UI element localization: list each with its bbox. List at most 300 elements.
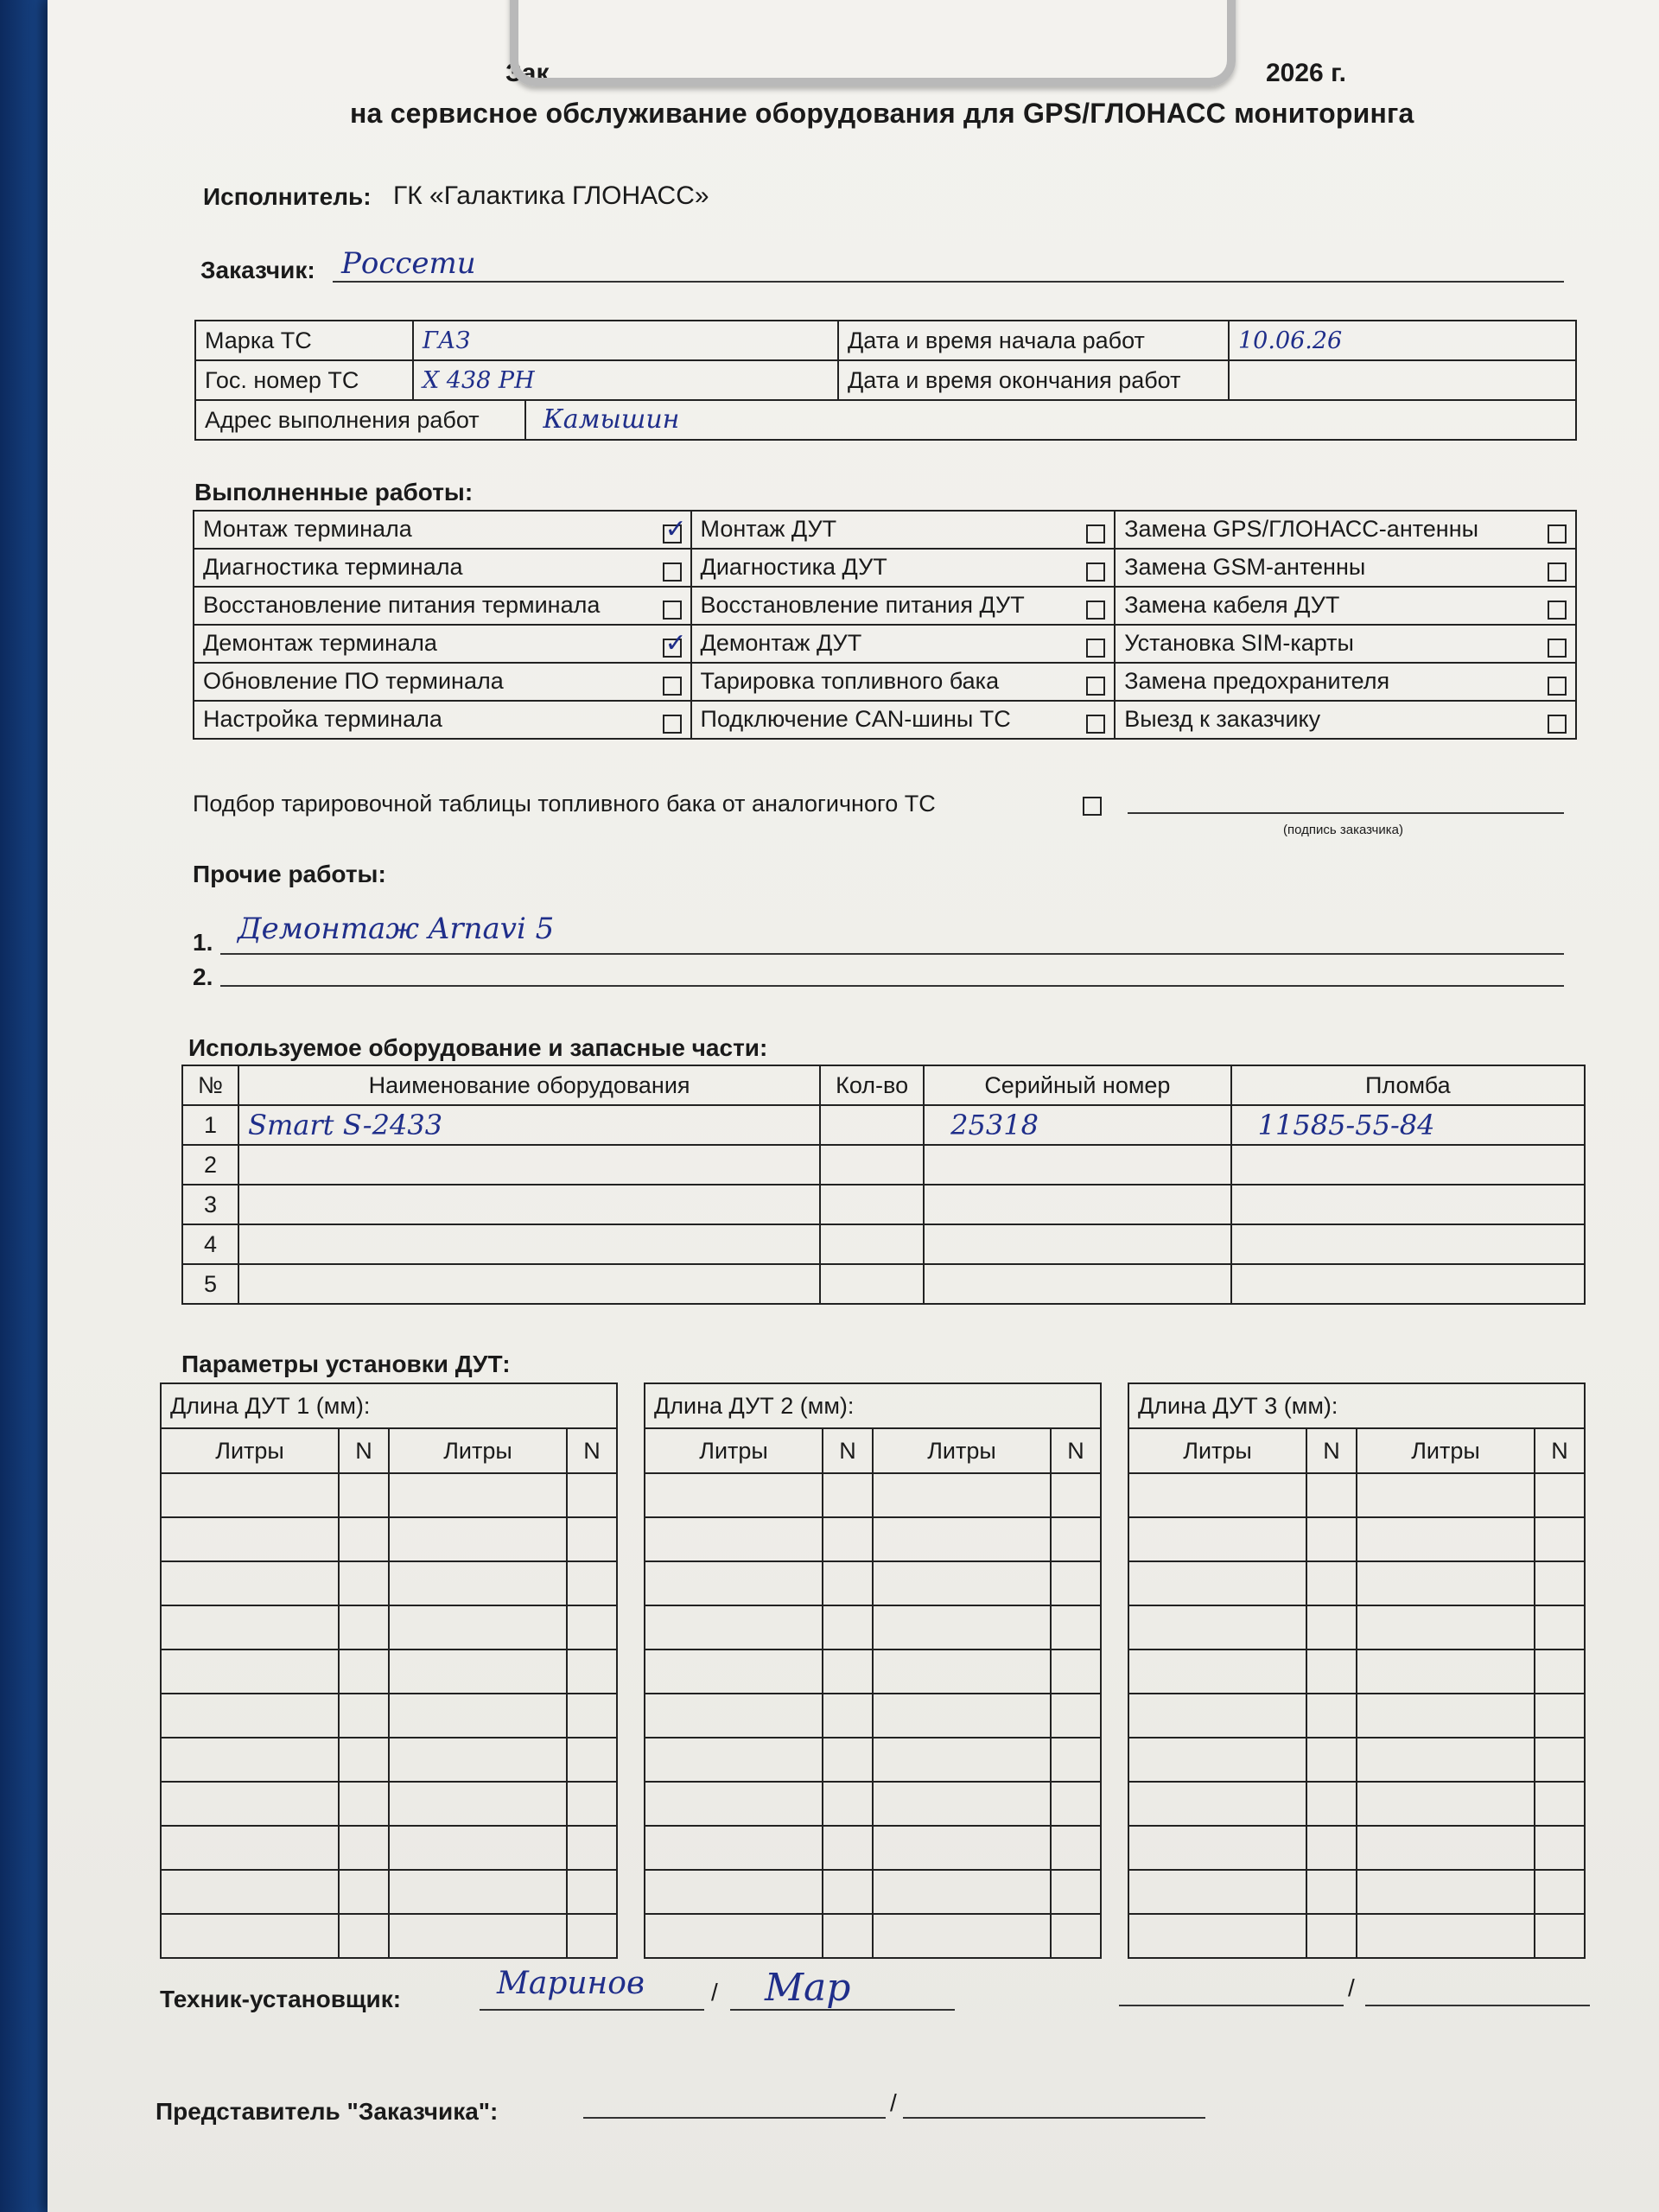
dut-cell[interactable]	[1306, 1561, 1357, 1605]
dut-cell[interactable]	[1357, 1826, 1535, 1870]
work-item-checkbox[interactable]	[1086, 639, 1105, 658]
dut-cell[interactable]	[339, 1738, 389, 1782]
dut-header-row	[161, 1428, 617, 1473]
work-item-label: Диагностика ДУТ	[700, 554, 887, 580]
dut-cell[interactable]	[567, 1473, 617, 1517]
dut-cell[interactable]	[823, 1649, 873, 1694]
equipment-cell[interactable]: Smart S-2433	[238, 1105, 820, 1145]
works-table	[193, 510, 1577, 740]
dut-length-label[interactable]: Длина ДУТ 2 (мм):	[645, 1383, 1101, 1428]
dut-cell[interactable]	[1051, 1826, 1101, 1870]
dut-cell[interactable]	[645, 1782, 823, 1826]
work-item-label: Демонтаж ДУТ	[700, 630, 862, 656]
equipment-header-cell: Наименование оборудования	[238, 1065, 820, 1105]
vehicle-table	[194, 320, 1577, 441]
equipment-cell[interactable]	[820, 1224, 924, 1264]
work-item-checkbox[interactable]	[663, 601, 682, 620]
equipment-cell[interactable]	[1231, 1145, 1585, 1185]
dut-cell[interactable]	[645, 1649, 823, 1694]
dut-cell[interactable]	[567, 1605, 617, 1649]
dut-row	[161, 1473, 617, 1517]
dut-cell[interactable]	[1128, 1782, 1306, 1826]
dut-cell[interactable]	[1357, 1782, 1535, 1826]
dut-cell[interactable]	[873, 1826, 1051, 1870]
dut-cell[interactable]	[1128, 1826, 1306, 1870]
dut-cell[interactable]	[389, 1914, 567, 1958]
equipment-cell[interactable]	[1231, 1224, 1585, 1264]
start-label: Дата и время начала работ	[838, 321, 1229, 360]
tech-label: Техник-установщик:	[160, 1986, 402, 2012]
dut-cell[interactable]	[645, 1826, 823, 1870]
dut-cell[interactable]	[1535, 1694, 1585, 1738]
dut-length-label[interactable]: Длина ДУТ 1 (мм):	[161, 1383, 617, 1428]
work-item-checkbox[interactable]	[1086, 677, 1105, 696]
dut-cell[interactable]	[389, 1826, 567, 1870]
dut-row	[161, 1694, 617, 1738]
dut-cell[interactable]	[161, 1870, 339, 1914]
dut-cell[interactable]	[645, 1473, 823, 1517]
dut-cell[interactable]	[161, 1561, 339, 1605]
dut-cell[interactable]	[339, 1473, 389, 1517]
doc-title-year: 2026 г.	[1266, 59, 1346, 87]
dut-cell[interactable]	[645, 1870, 823, 1914]
dut-row	[645, 1738, 1101, 1782]
dut-cell[interactable]	[873, 1782, 1051, 1826]
doc-title-left: Зак	[505, 59, 550, 87]
dut-row	[1128, 1914, 1585, 1958]
dut-row	[645, 1649, 1101, 1694]
address-value[interactable]: Камышин	[543, 404, 680, 435]
dut-cell[interactable]	[645, 1738, 823, 1782]
dut-cell[interactable]	[1306, 1473, 1357, 1517]
dut-row	[1128, 1605, 1585, 1649]
dut-cell[interactable]	[1306, 1694, 1357, 1738]
equipment-cell[interactable]	[1231, 1185, 1585, 1224]
plate-label: Гос. номер ТС	[195, 360, 413, 400]
dut-cell[interactable]	[873, 1914, 1051, 1958]
dut-header-cell: N	[567, 1428, 617, 1473]
dut-row	[1128, 1826, 1585, 1870]
dut-cell[interactable]	[161, 1605, 339, 1649]
dut-cell[interactable]	[823, 1782, 873, 1826]
dut-cell[interactable]	[1306, 1649, 1357, 1694]
dut-cell[interactable]	[161, 1694, 339, 1738]
dut-cell[interactable]	[1128, 1517, 1306, 1561]
dut-cell[interactable]	[1306, 1826, 1357, 1870]
dut-cell[interactable]	[389, 1738, 567, 1782]
dut-cell[interactable]	[823, 1914, 873, 1958]
dut-cell[interactable]	[1535, 1605, 1585, 1649]
dut-cell[interactable]	[1535, 1914, 1585, 1958]
tech-name: Маринов	[497, 1966, 645, 2001]
dut-cell[interactable]	[389, 1561, 567, 1605]
work-item-checkbox[interactable]	[1548, 563, 1567, 582]
other-work-value-1: Демонтаж Arnavi 5	[238, 912, 555, 946]
work-item-label: Установка SIM-карты	[1124, 630, 1354, 656]
dut-cell[interactable]	[339, 1870, 389, 1914]
plate-value[interactable]: Х 438 РН	[413, 360, 838, 400]
equipment-cell[interactable]	[238, 1185, 820, 1224]
dut-cell[interactable]	[1535, 1738, 1585, 1782]
dut-cell[interactable]	[567, 1914, 617, 1958]
work-item	[194, 587, 691, 625]
other-work-line-2[interactable]	[220, 950, 1564, 987]
dut-cell[interactable]	[1051, 1561, 1101, 1605]
dut-header-cell: N	[1535, 1428, 1585, 1473]
dut-cell[interactable]	[1535, 1870, 1585, 1914]
dut-cell[interactable]	[1306, 1517, 1357, 1561]
equipment-cell[interactable]: 25318	[924, 1105, 1230, 1145]
dut-row	[1128, 1561, 1585, 1605]
dut-cell[interactable]	[389, 1473, 567, 1517]
dut-cell[interactable]	[1357, 1605, 1535, 1649]
dut-row	[645, 1826, 1101, 1870]
equipment-cell[interactable]	[238, 1264, 820, 1304]
work-item	[194, 549, 691, 587]
work-item	[691, 625, 1116, 663]
work-item	[194, 511, 691, 549]
dut-cell[interactable]	[161, 1738, 339, 1782]
calibration-label: Подбор тарировочной таблицы топливного бака от аналогичного ТС	[193, 791, 936, 817]
equipment-row	[182, 1185, 1585, 1224]
dut-cell[interactable]	[645, 1694, 823, 1738]
work-item-checkbox[interactable]	[1548, 524, 1567, 543]
dut-cell[interactable]	[339, 1517, 389, 1561]
equipment-cell[interactable]	[924, 1145, 1230, 1185]
dut-row	[1128, 1694, 1585, 1738]
dut-cell[interactable]	[1357, 1473, 1535, 1517]
dut-cell[interactable]	[567, 1561, 617, 1605]
dut-cell[interactable]	[567, 1694, 617, 1738]
work-item	[691, 511, 1116, 549]
dut-cell[interactable]	[1535, 1826, 1585, 1870]
dut-cell[interactable]	[873, 1517, 1051, 1561]
dut-cell[interactable]	[1128, 1694, 1306, 1738]
calibration-checkbox[interactable]	[1083, 797, 1102, 816]
dut-cell[interactable]	[161, 1649, 339, 1694]
dut-cell[interactable]	[1128, 1561, 1306, 1605]
dut-row	[1128, 1738, 1585, 1782]
document-page	[48, 0, 1659, 2212]
tech-signature: Мар	[765, 1966, 851, 2010]
dut-cell[interactable]	[1357, 1738, 1535, 1782]
dut-cell[interactable]	[823, 1605, 873, 1649]
dut-header-row	[1128, 1428, 1585, 1473]
dut-row	[161, 1561, 617, 1605]
dut-row	[645, 1914, 1101, 1958]
equipment-row-number: 2	[182, 1145, 238, 1185]
customer-label: Заказчик:	[200, 257, 315, 283]
work-item-checkbox[interactable]	[663, 715, 682, 734]
dut-row	[161, 1782, 617, 1826]
dut-cell[interactable]	[161, 1782, 339, 1826]
dut-cell[interactable]	[1535, 1782, 1585, 1826]
dut-cell[interactable]	[567, 1738, 617, 1782]
work-item	[1115, 549, 1576, 587]
work-item-checkbox[interactable]	[1548, 677, 1567, 696]
dut-cell[interactable]	[1535, 1561, 1585, 1605]
dut-length-label[interactable]: Длина ДУТ 3 (мм):	[1128, 1383, 1585, 1428]
dut-cell[interactable]	[161, 1473, 339, 1517]
dut-cell[interactable]	[339, 1561, 389, 1605]
dut-row	[161, 1605, 617, 1649]
dut-row	[1128, 1517, 1585, 1561]
work-item-checkbox[interactable]	[663, 677, 682, 696]
equipment-header-cell: Пломба	[1231, 1065, 1585, 1105]
dut-cell[interactable]	[1306, 1870, 1357, 1914]
work-item-checkbox[interactable]	[1548, 715, 1567, 734]
equipment-cell[interactable]	[820, 1105, 924, 1145]
equipment-header-cell: №	[182, 1065, 238, 1105]
signature-caption: (подпись заказчика)	[1283, 823, 1403, 837]
dut-cell[interactable]	[1306, 1605, 1357, 1649]
dut-cell[interactable]	[1306, 1782, 1357, 1826]
dut-header-cell: N	[823, 1428, 873, 1473]
dut-row	[645, 1782, 1101, 1826]
equipment-cell[interactable]	[238, 1145, 820, 1185]
dut-cell[interactable]	[1306, 1738, 1357, 1782]
dut-cell[interactable]	[1128, 1605, 1306, 1649]
start-value[interactable]: 10.06.26	[1229, 321, 1576, 360]
executor-label: Исполнитель:	[203, 183, 372, 210]
equipment-row	[182, 1264, 1585, 1304]
dut-row	[1128, 1649, 1585, 1694]
dut-cell[interactable]	[339, 1694, 389, 1738]
work-item-checkbox[interactable]	[663, 639, 682, 658]
work-item-label: Настройка терминала	[203, 706, 442, 732]
end-value[interactable]	[1229, 360, 1576, 400]
work-item-label: Монтаж ДУТ	[700, 516, 837, 542]
equipment-cell[interactable]: 11585-55-84	[1231, 1105, 1585, 1145]
works-row	[194, 625, 1576, 663]
dut-cell[interactable]	[1128, 1738, 1306, 1782]
equipment-header-row	[182, 1065, 1585, 1105]
dut-cell[interactable]	[873, 1694, 1051, 1738]
work-item	[1115, 625, 1576, 663]
dut-cell[interactable]	[873, 1738, 1051, 1782]
dut-cell[interactable]	[567, 1782, 617, 1826]
dut-cell[interactable]	[1051, 1649, 1101, 1694]
work-item-label: Выезд к заказчику	[1124, 706, 1321, 732]
work-item	[691, 701, 1116, 739]
dut-title-row	[645, 1383, 1101, 1428]
dut-cell[interactable]	[567, 1870, 617, 1914]
executor-value: ГК «Галактика ГЛОНАСС»	[393, 181, 709, 210]
dut-cell[interactable]	[1357, 1649, 1535, 1694]
end-label: Дата и время окончания работ	[838, 360, 1229, 400]
dut-cell[interactable]	[1051, 1605, 1101, 1649]
equipment-cell[interactable]	[924, 1185, 1230, 1224]
dut-cell[interactable]	[1051, 1694, 1101, 1738]
dut-cell[interactable]	[1357, 1870, 1535, 1914]
work-item-checkbox[interactable]	[1548, 639, 1567, 658]
dut-cell[interactable]	[1051, 1870, 1101, 1914]
equipment-cell[interactable]	[924, 1224, 1230, 1264]
equipment-row-number: 5	[182, 1264, 238, 1304]
dut-cell[interactable]	[1535, 1517, 1585, 1561]
dut-row	[161, 1517, 617, 1561]
dut-cell[interactable]	[1051, 1738, 1101, 1782]
work-item-label: Демонтаж терминала	[203, 630, 437, 656]
dut-cell[interactable]	[161, 1826, 339, 1870]
dut-cell[interactable]	[339, 1605, 389, 1649]
dut-cell[interactable]	[823, 1870, 873, 1914]
doc-subtitle: на сервисное обслуживание оборудования для GPS/ГЛОНАСС мониторинга	[350, 98, 1414, 129]
work-item-checkbox[interactable]	[1086, 715, 1105, 734]
dut-title-row	[1128, 1383, 1585, 1428]
work-item-checkbox[interactable]	[1086, 524, 1105, 543]
works-row	[194, 587, 1576, 625]
dut-cell[interactable]	[389, 1782, 567, 1826]
dut-header-cell: Литры	[645, 1428, 823, 1473]
dut-cell[interactable]	[823, 1826, 873, 1870]
dut-row	[161, 1914, 617, 1958]
dut-cell[interactable]	[1357, 1694, 1535, 1738]
dut-cell[interactable]	[873, 1473, 1051, 1517]
dut-header-row	[645, 1428, 1101, 1473]
customer-signature-line[interactable]	[1128, 778, 1564, 814]
dut-cell[interactable]	[873, 1561, 1051, 1605]
dut-row	[161, 1738, 617, 1782]
dut-cell[interactable]	[1535, 1649, 1585, 1694]
address-label: Адрес выполнения работ	[196, 401, 526, 439]
customer-field[interactable]	[333, 246, 1564, 283]
dut-header-cell: N	[1051, 1428, 1101, 1473]
work-item	[691, 549, 1116, 587]
dut-title-row	[161, 1383, 617, 1428]
dut-row	[161, 1870, 617, 1914]
work-item-checkbox[interactable]	[1548, 601, 1567, 620]
dut-cell[interactable]	[1128, 1473, 1306, 1517]
dut-cell[interactable]	[567, 1649, 617, 1694]
equipment-cell[interactable]	[820, 1145, 924, 1185]
dut-row	[161, 1826, 617, 1870]
dut-cell[interactable]	[1128, 1914, 1306, 1958]
dut-cell[interactable]	[567, 1517, 617, 1561]
work-item	[1115, 701, 1576, 739]
dut-row	[645, 1694, 1101, 1738]
dut-cell[interactable]	[1051, 1517, 1101, 1561]
customer-value: Россети	[341, 246, 476, 281]
dut-cell[interactable]	[645, 1914, 823, 1958]
brand-value[interactable]: ГАЗ	[413, 321, 838, 360]
tech-name-line[interactable]	[480, 1966, 704, 2011]
work-item-label: Восстановление питания терминала	[203, 592, 601, 618]
dut-cell[interactable]	[1306, 1914, 1357, 1958]
equipment-row-number: 4	[182, 1224, 238, 1264]
dut-cell[interactable]	[1357, 1517, 1535, 1561]
rep-slash: /	[890, 2089, 897, 2116]
dut-cell[interactable]	[823, 1473, 873, 1517]
dut-cell[interactable]	[389, 1605, 567, 1649]
dut-cell[interactable]	[1535, 1473, 1585, 1517]
equipment-row	[182, 1145, 1585, 1185]
work-item-checkbox[interactable]	[1086, 563, 1105, 582]
second-tech-signature-line[interactable]	[1365, 1970, 1590, 2006]
equipment-header-cell: Кол-во	[820, 1065, 924, 1105]
dut-header-cell: Литры	[873, 1428, 1051, 1473]
dut-header-cell: N	[1306, 1428, 1357, 1473]
dut-cell[interactable]	[645, 1517, 823, 1561]
dut-cell[interactable]	[1357, 1561, 1535, 1605]
dut-cell[interactable]	[873, 1605, 1051, 1649]
dut-cell[interactable]	[389, 1694, 567, 1738]
other-works-title: Прочие работы:	[193, 861, 386, 887]
dut-cell[interactable]	[1051, 1914, 1101, 1958]
dut-row	[1128, 1870, 1585, 1914]
work-item-checkbox[interactable]	[663, 524, 682, 543]
work-item-label: Восстановление питания ДУТ	[700, 592, 1025, 618]
work-item-label: Монтаж терминала	[203, 516, 412, 542]
dut-row	[1128, 1782, 1585, 1826]
equipment-cell[interactable]	[820, 1264, 924, 1304]
work-item	[691, 587, 1116, 625]
dut-row	[645, 1870, 1101, 1914]
dut-cell[interactable]	[873, 1649, 1051, 1694]
dut-cell[interactable]	[645, 1561, 823, 1605]
dut-header-cell: Литры	[389, 1428, 567, 1473]
dut-table	[644, 1382, 1102, 1959]
equipment-cell[interactable]	[238, 1224, 820, 1264]
dut-cell[interactable]	[873, 1870, 1051, 1914]
dut-cell[interactable]	[339, 1782, 389, 1826]
equipment-cell[interactable]	[1231, 1264, 1585, 1304]
dut-cell[interactable]	[1128, 1649, 1306, 1694]
equipment-row-number: 3	[182, 1185, 238, 1224]
dut-cell[interactable]	[1051, 1473, 1101, 1517]
other-work-num-1: 1.	[193, 929, 213, 956]
dut-cell[interactable]	[823, 1561, 873, 1605]
dut-cell[interactable]	[161, 1517, 339, 1561]
work-item-checkbox[interactable]	[1086, 601, 1105, 620]
dut-cell[interactable]	[339, 1826, 389, 1870]
equipment-cell[interactable]	[924, 1264, 1230, 1304]
dut-cell[interactable]	[339, 1649, 389, 1694]
dut-header-cell: Литры	[1357, 1428, 1535, 1473]
dut-table	[1128, 1382, 1586, 1959]
dut-row	[1128, 1473, 1585, 1517]
dut-cell[interactable]	[823, 1738, 873, 1782]
other-work-line-1[interactable]	[220, 912, 1564, 955]
equipment-row	[182, 1105, 1585, 1145]
clipboard-clip	[510, 0, 1236, 86]
second-tech-slash: /	[1348, 1974, 1355, 2001]
dut-cell[interactable]	[389, 1649, 567, 1694]
dut-cell[interactable]	[823, 1694, 873, 1738]
dut-cell[interactable]	[339, 1914, 389, 1958]
dut-cell[interactable]	[645, 1605, 823, 1649]
work-item	[691, 663, 1116, 701]
dut-cell[interactable]	[1128, 1870, 1306, 1914]
rep-name-line[interactable]	[583, 2082, 886, 2119]
works-title: Выполненные работы:	[194, 479, 474, 505]
equipment-header-cell: Серийный номер	[924, 1065, 1230, 1105]
dut-cell[interactable]	[1051, 1782, 1101, 1826]
dut-cell[interactable]	[823, 1517, 873, 1561]
dut-cell[interactable]	[389, 1870, 567, 1914]
dut-cell[interactable]	[161, 1914, 339, 1958]
rep-signature-line[interactable]	[903, 2082, 1205, 2119]
dut-cell[interactable]	[1357, 1914, 1535, 1958]
dut-cell[interactable]	[389, 1517, 567, 1561]
equipment-cell[interactable]	[820, 1185, 924, 1224]
tech-signature-line[interactable]	[730, 1966, 955, 2011]
work-item-label: Замена кабеля ДУТ	[1124, 592, 1340, 618]
work-item-checkbox[interactable]	[663, 563, 682, 582]
dut-cell[interactable]	[567, 1826, 617, 1870]
second-tech-name-line[interactable]	[1119, 1970, 1344, 2006]
work-item	[194, 663, 691, 701]
